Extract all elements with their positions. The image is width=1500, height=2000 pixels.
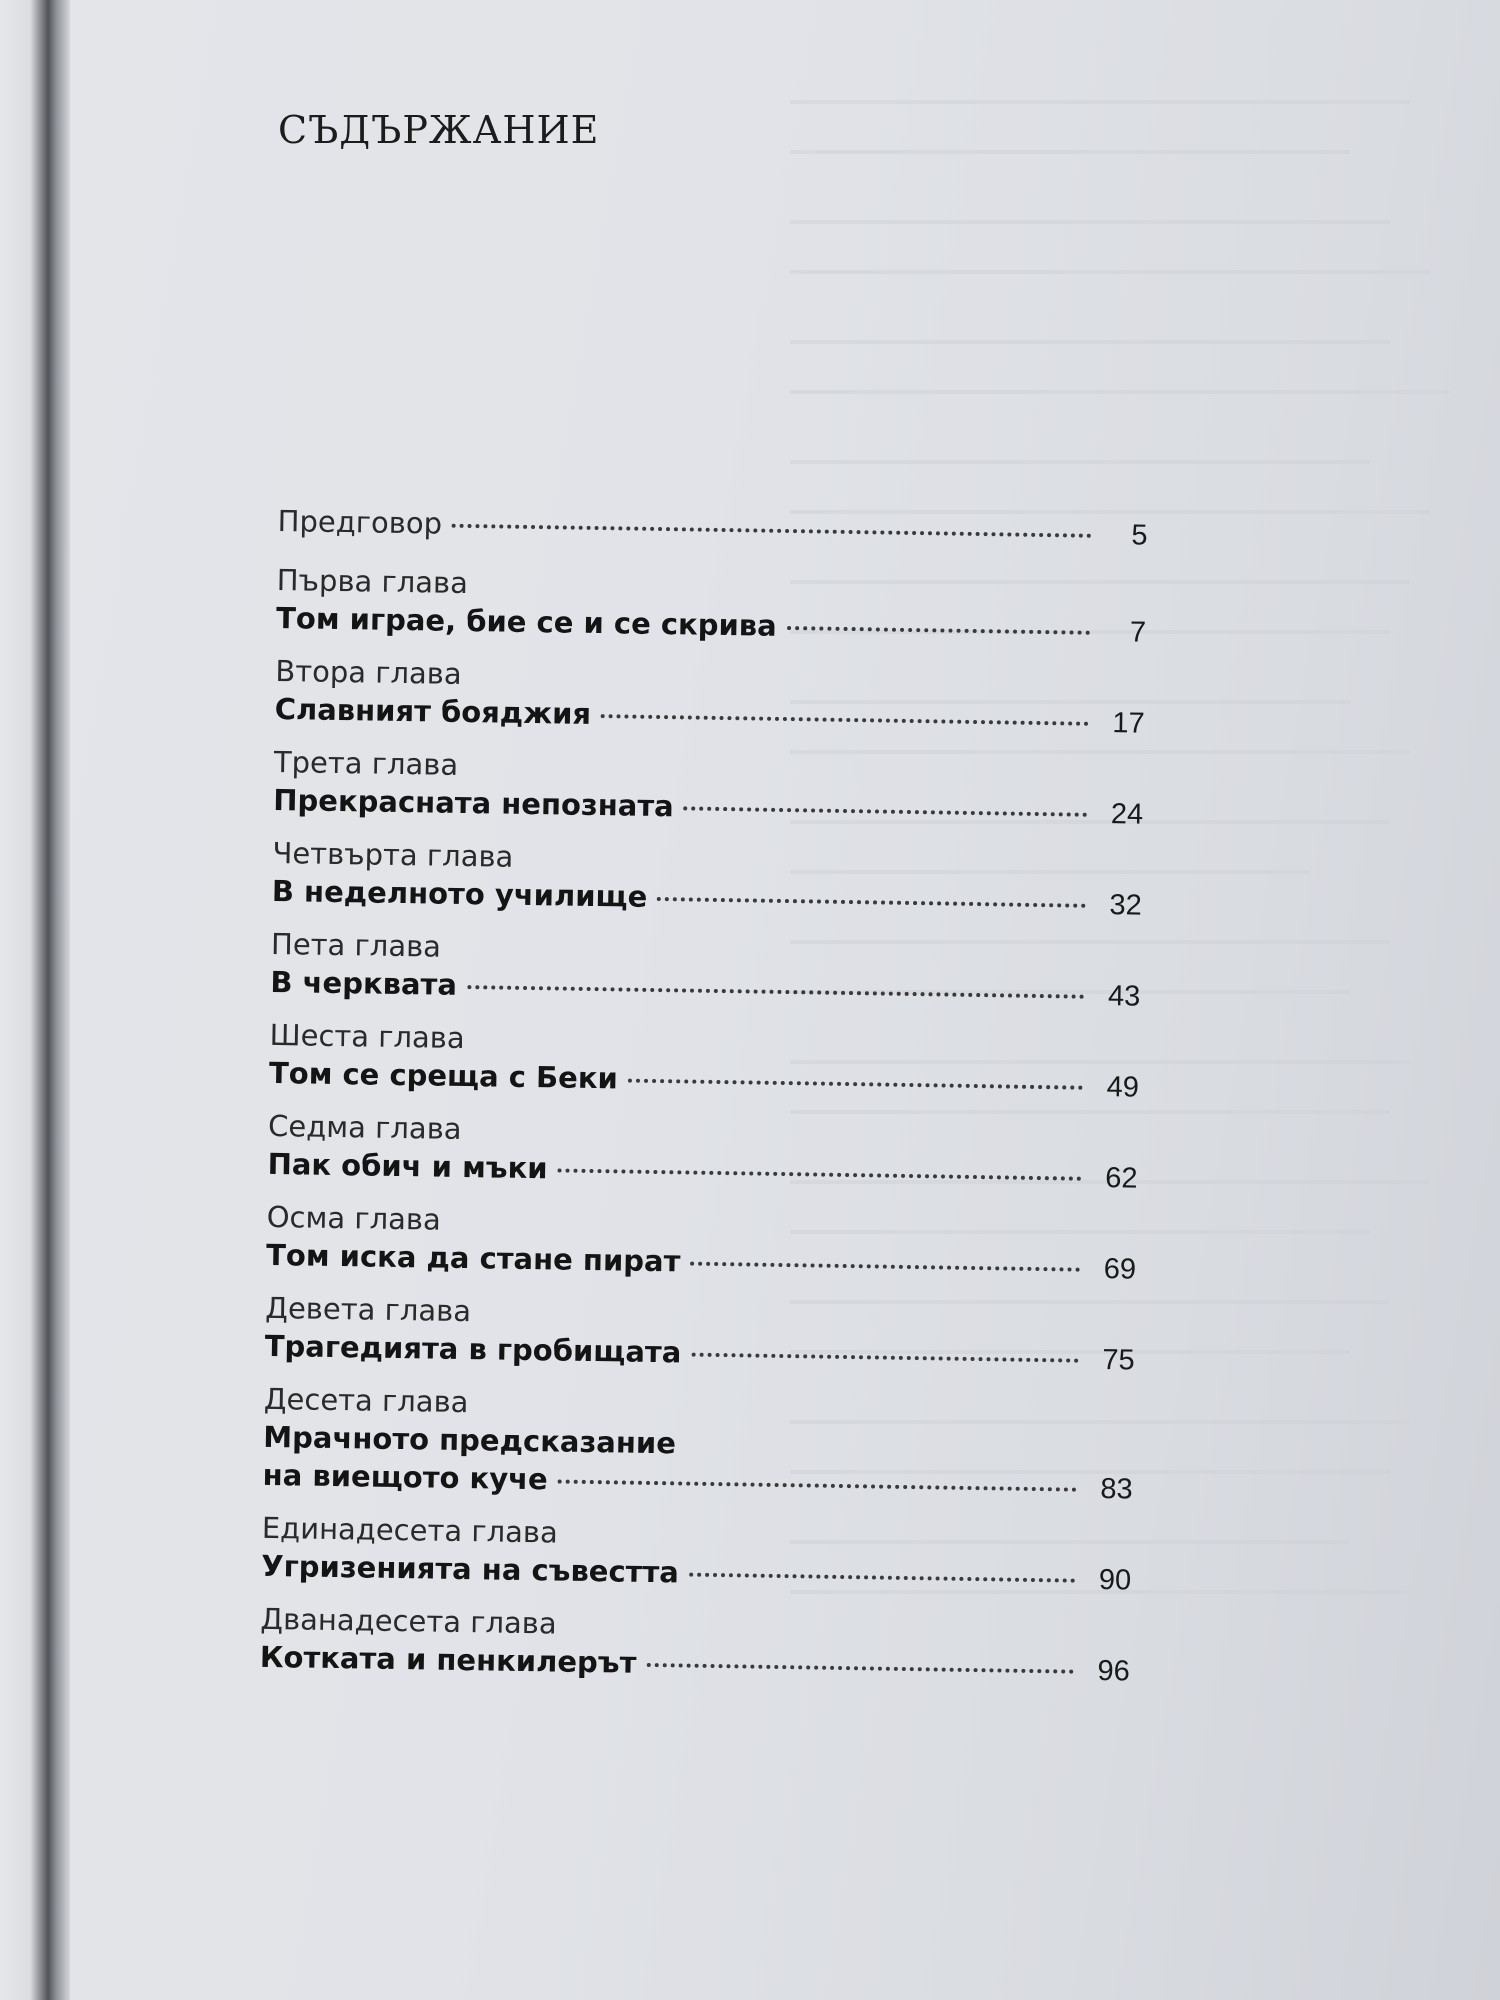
dot-leader [657, 897, 1086, 908]
toc-chapter-label: Единадесета глава [261, 1510, 559, 1550]
toc-entry-title: Котката и пенкилерът [259, 1639, 637, 1680]
toc-entry-title: на виещото куче [262, 1457, 548, 1497]
dot-leader [684, 806, 1088, 816]
toc-page-number: 24 [1110, 798, 1144, 831]
toc-entry-title-line1: Мрачното предсказание [263, 1419, 677, 1461]
toc-page-number: 5 [1131, 519, 1148, 552]
table-of-contents [259, 502, 1228, 1706]
dot-leader [558, 1480, 1077, 1492]
toc-chapter-label: Девета глава [265, 1290, 472, 1329]
toc-entry-title: В неделното училище [271, 873, 648, 914]
toc-entry-title: В черквата [270, 964, 458, 1002]
toc-entry-title: Пак обич и мъки [267, 1146, 548, 1186]
dot-leader [558, 1168, 1082, 1180]
dot-leader [601, 714, 1089, 726]
toc-entry-title: Угризенията на съвестта [261, 1548, 680, 1590]
toc-entry [267, 1107, 1218, 1199]
toc-entry-title: Прекрасната непозната [273, 782, 675, 824]
toc-chapter-label: Шеста глава [269, 1017, 465, 1055]
dot-leader [646, 1663, 1073, 1674]
toc-page-number: 32 [1109, 889, 1143, 922]
toc-entry [273, 743, 1224, 835]
page-title: СЪДЪРЖАНИЕ [278, 108, 600, 152]
dot-leader [467, 985, 1084, 999]
toc-page-number: 62 [1104, 1162, 1138, 1195]
toc-page-number: 43 [1107, 980, 1141, 1013]
toc-entry-title: Трагедията в гробищата [264, 1328, 682, 1370]
toc-chapter-label: Осма глава [266, 1199, 442, 1237]
toc-entry [266, 1198, 1217, 1290]
toc-entry [276, 561, 1227, 653]
toc-entry [261, 1509, 1212, 1601]
toc-entry [262, 1380, 1214, 1510]
toc-chapter-label: Десета глава [263, 1381, 469, 1420]
toc-entry [260, 1600, 1211, 1692]
toc-page-number: 17 [1112, 707, 1145, 740]
dot-leader [689, 1573, 1075, 1583]
book-page [70, 0, 1500, 2000]
dot-leader [452, 524, 1092, 538]
toc-entry-title: Том иска да стане пират [265, 1237, 681, 1279]
toc-chapter-label: Четвърта глава [272, 835, 514, 874]
previous-pages-edge [0, 0, 70, 2000]
toc-chapter-label: Дванадесета глава [260, 1601, 557, 1641]
toc-entry [274, 652, 1225, 744]
dot-leader [628, 1079, 1083, 1090]
toc-page-number: 75 [1102, 1344, 1135, 1377]
toc-chapter-label: Трета глава [273, 744, 459, 782]
toc-page-number: 83 [1100, 1473, 1133, 1506]
toc-chapter-label: Пета глава [270, 926, 442, 964]
dot-leader [690, 1262, 1080, 1272]
dot-leader [691, 1353, 1078, 1363]
toc-entry [270, 925, 1221, 1017]
toc-page-number: 7 [1129, 616, 1147, 649]
toc-page-number: 96 [1097, 1655, 1130, 1688]
toc-page-number: 90 [1098, 1564, 1132, 1597]
toc-chapter-label: Първа глава [276, 562, 469, 600]
toc-chapter-label: Втора глава [275, 653, 462, 691]
dot-leader [787, 626, 1090, 635]
toc-entry [264, 1289, 1215, 1381]
toc-entry-title: Том се среща с Беки [268, 1055, 619, 1096]
toc-entry [272, 834, 1223, 926]
toc-page-number: 49 [1106, 1071, 1140, 1104]
toc-entry [269, 1016, 1220, 1108]
toc-entry-title: Предговор [277, 503, 443, 541]
toc-entry-title: Славният бояджия [274, 691, 592, 731]
toc-chapter-label: Седма глава [267, 1108, 462, 1146]
toc-page-number: 69 [1103, 1253, 1137, 1286]
toc-entry-title: Том играе, бие се и се скрива [275, 600, 778, 643]
